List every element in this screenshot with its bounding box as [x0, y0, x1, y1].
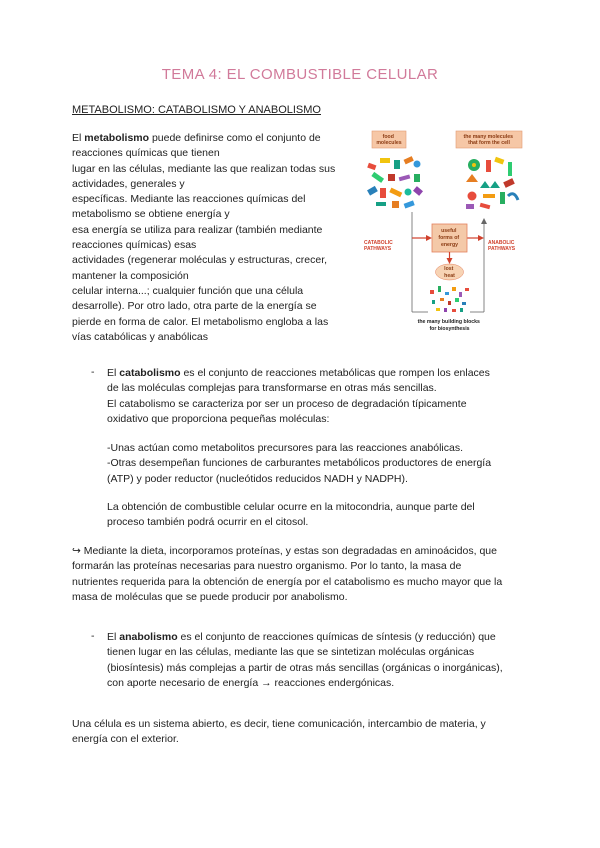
anabolic-label: ANABOLIC PATHWAYS	[488, 240, 516, 252]
intro-line: actividades, generales y	[72, 177, 185, 190]
food-label: food molecules	[376, 134, 402, 146]
intro-line: reacciones químicas) esas	[72, 239, 197, 252]
catabolism-paragraph: El catabolismo es el conjunto de reacciones metabólicas que rompen los enlaces de las moléculas complejas para transformarse en otras más sencillas. El catabolismo se caracteriza por ser un proceso de degradación típicamente oxidativo que proporciona pequeñas moléculas:	[107, 367, 490, 425]
catabolic-label: CATABOLIC PATHWAYS	[364, 240, 393, 252]
metabolism-diagram	[362, 130, 532, 335]
intro-line: actividades (regenerar moléculas y estructuras, crecer,	[72, 254, 328, 267]
diet-paragraph: ↪ Mediante la dieta, incorporamos proteínas, y estas son degradadas en aminoácidos, que formarán las proteínas necesarias para nuestro organismo. Por lo tanto, la masa de nutrientes requerida para la obtención de energía por el catabolismo es mucho mayor que la masa de moléculas que se puede producir por anabolismo.	[72, 545, 503, 603]
catabolism-list: -Unas actúan como metabolitos precursores para las reacciones anabólicas. -Otras desempeñan funciones de carburantes metabólicos productores de energía (ATP) y poder reductor (nucleótidos reducidos NADH y NADPH).	[107, 442, 492, 485]
building-blocks-cluster	[430, 286, 469, 312]
bullet-dash: -	[91, 366, 95, 378]
mitochondria-note: La obtención de combustible celular ocurre en la mitocondria, aunque parte del proceso también podrá ocurrir en el citosol.	[107, 501, 475, 529]
anabolism-paragraph: El anabolismo es el conjunto de reacciones químicas de síntesis (y reducción) que tienen lugar en las células, mediante las que se sintetizan moléculas orgánicas (biosíntesis) más complejas a partir de otras más sencillas (orgánicas o inorgánicas), con aporte necesario de energía → reacciones endergónicas.	[107, 631, 503, 689]
intro-line: desarrolle). Por otro lado, otra parte de la energía se	[72, 300, 317, 313]
svg-text:useful forms of en: useful forms of energy	[438, 228, 460, 248]
intro-line: específicas. Mediante las reacciones químicas del	[72, 193, 306, 206]
building-blocks-label: the many building blocks for biosynthesis	[417, 319, 480, 332]
page-title: TEMA 4: EL COMBUSTIBLE CELULAR	[161, 66, 439, 83]
intro-line: lugar en las células, mediante las que realizan todas sus	[72, 162, 336, 175]
intro-line: esa energía se utiliza para realizar (también mediante	[72, 223, 323, 236]
intro-line: celular interna...; cualquier función que una célula	[72, 284, 304, 297]
cell-molecules-cluster	[466, 157, 518, 209]
intro-line: mantener la composición	[72, 269, 189, 282]
intro-line: El metabolismo puede definirse como el conjunto de	[72, 132, 321, 144]
intro-line: pierde en forma de calor. El metabolismo engloba a las	[72, 315, 329, 328]
closing-paragraph: Una célula es un sistema abierto, es decir, tiene comunicación, intercambio de materia, y energía con el exterior.	[72, 718, 486, 746]
section-heading: METABOLISMO: CATABOLISMO Y ANABOLISMO	[72, 104, 321, 116]
intro-line: metabolismo se obtiene energía y	[72, 208, 230, 221]
cell-molecules-label: the many molecules that form the cell	[463, 134, 514, 146]
food-molecules-cluster	[367, 156, 423, 208]
intro-paragraph	[72, 131, 354, 345]
svg-text:lost heat: lost heat	[444, 266, 455, 279]
intro-line: vías catabólicas y anabólicas	[72, 330, 208, 343]
bullet-dash: -	[91, 630, 95, 642]
intro-line: reacciones químicas que tienen	[72, 147, 220, 160]
